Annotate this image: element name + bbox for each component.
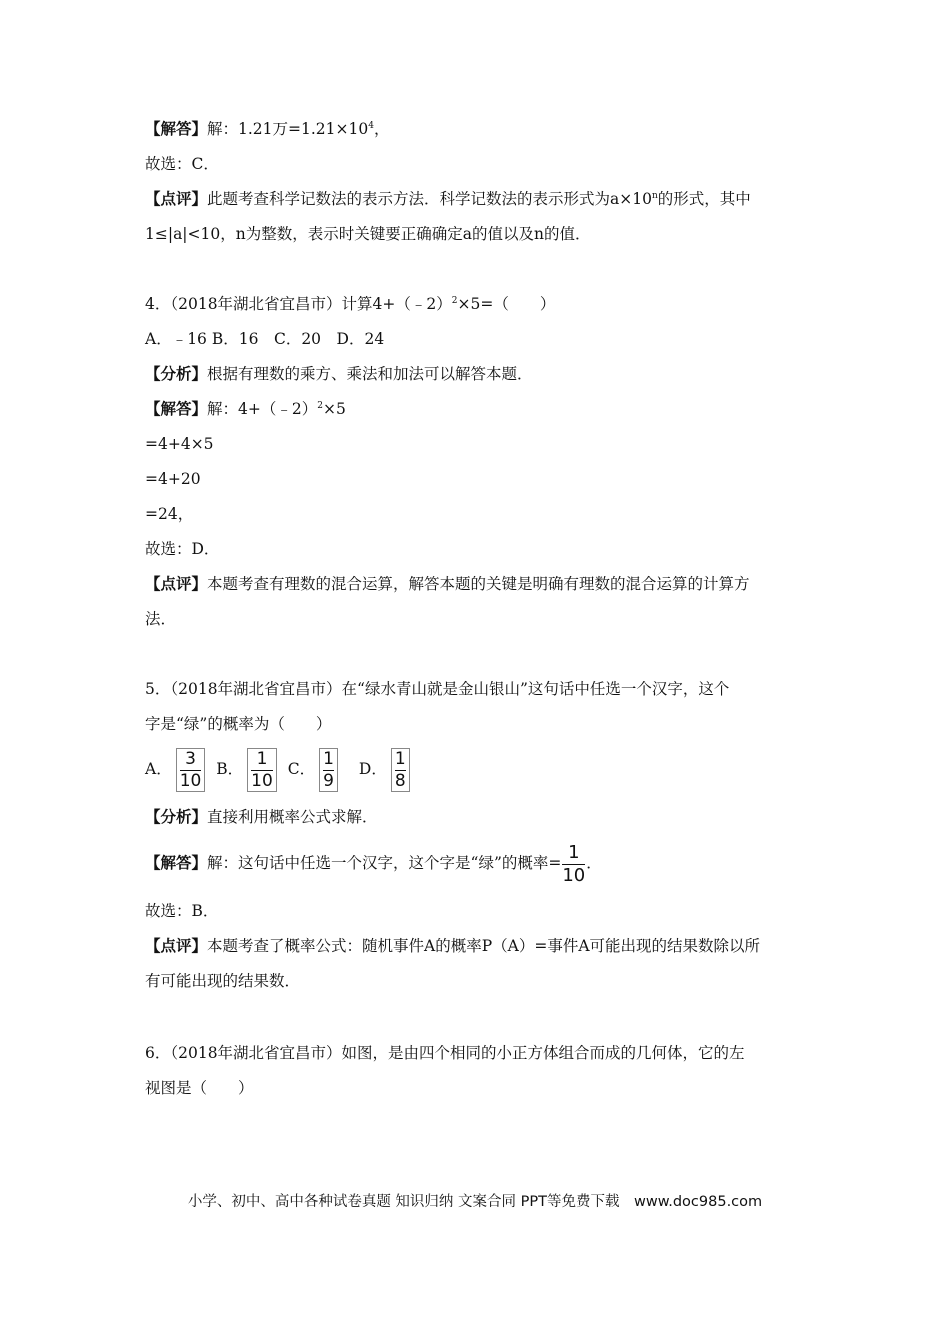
q4-step3: =24， (145, 505, 194, 523)
denominator: 10 (179, 771, 202, 791)
comment-label: 【点评】 (145, 189, 208, 208)
denominator: 9 (323, 771, 334, 791)
option-a-fraction (176, 748, 206, 792)
answer-fraction (562, 843, 585, 886)
q5-comment-line1 (145, 935, 760, 957)
comment-text-2: 的形式，其中 (657, 190, 751, 208)
stem-end: ×5=（ ） (457, 295, 556, 313)
option-c-fraction (319, 748, 338, 792)
numerator: 1 (256, 749, 268, 769)
numerator: 1 (568, 841, 580, 863)
denominator: 8 (394, 771, 406, 791)
answer-text: 解：4+（﹣2） (207, 400, 318, 418)
q5-answer (145, 840, 602, 886)
q5-analysis (145, 806, 378, 828)
q3-comment-line2: 1≤|a|<10，n为整数，表示时关键要正确确定a的值以及n的值． (145, 225, 591, 243)
q4-comment-line1 (145, 573, 750, 595)
option-d-letter: D． (358, 760, 387, 778)
q4-stem (145, 293, 555, 315)
exponent: 4 (368, 121, 374, 131)
answer-label: 【解答】 (145, 119, 208, 138)
q3-answer-line (145, 118, 390, 140)
q5-stem-line2: 字是“绿”的概率为（ ） (145, 715, 332, 733)
analysis-text: 直接利用概率公式求解． (207, 808, 378, 826)
answer-text: 解：这句话中任选一个汉字，这个字是“绿”的概率= (207, 854, 562, 872)
numerator: 1 (323, 749, 334, 769)
exponent: 2 (317, 401, 323, 411)
q4-step1: =4+4×5 (145, 435, 214, 453)
answer-label: 【解答】 (145, 853, 208, 872)
option-b-fraction (247, 748, 277, 792)
q5-stem-line1: 5．（2018年湖北省宜昌市）在“绿水青山就是金山银山”这句话中任选一个汉字，这个 (145, 680, 730, 698)
option-a-letter: A． (145, 760, 172, 778)
option-c-letter: C． (287, 760, 316, 778)
comment-label: 【点评】 (145, 574, 208, 593)
comment-text: 本题考查有理数的混合运算，解答本题的关键是明确有理数的混合运算的计算方 (207, 575, 750, 593)
exponent: n (651, 191, 658, 201)
q4-answer (145, 398, 346, 420)
q5-choice: 故选：B． (145, 902, 219, 920)
option-d-fraction (391, 748, 410, 792)
numerator: 1 (394, 749, 406, 769)
q4-choice: 故选：D． (145, 540, 220, 558)
page-footer: 小学、初中、高中各种试卷真题 知识归纳 文案合同 PPT等免费下载 www.doc985.com (187, 1194, 763, 1210)
answer-end: ， (373, 120, 390, 138)
q5-comment-line2: 有可能出现的结果数． (145, 972, 301, 990)
analysis-label: 【分析】 (145, 364, 208, 383)
denominator: 10 (251, 771, 273, 791)
q3-comment-line1 (145, 188, 751, 210)
q6-stem-line1: 6．（2018年湖北省宜昌市）如图，是由四个相同的小正方体组合而成的几何体，它的左 (145, 1044, 745, 1062)
q4-comment-line2: 法． (145, 610, 177, 628)
analysis-label: 【分析】 (145, 807, 208, 826)
q4-step2: =4+20 (145, 470, 201, 488)
q4-options: A．﹣16 B．16 C．20 D．24 (145, 330, 385, 348)
analysis-text: 根据有理数的乘方、乘法和加法可以解答本题． (207, 365, 533, 383)
q6-stem-line2: 视图是（ ） (145, 1079, 254, 1097)
exponent: 2 (451, 296, 458, 306)
denominator: 10 (562, 864, 586, 886)
stem-text: 4．（2018年湖北省宜昌市）计算4+（﹣2） (145, 295, 452, 313)
answer-text: 解：1.21万=1.21×10 (207, 120, 369, 138)
comment-label: 【点评】 (145, 936, 208, 955)
answer-label: 【解答】 (145, 399, 208, 418)
option-b-letter: B． (216, 760, 244, 778)
numerator: 3 (185, 749, 196, 769)
q4-analysis (145, 363, 533, 385)
comment-text: 本题考查了概率公式：随机事件A的概率P（A）=事件A可能出现的结果数除以所 (207, 937, 761, 955)
answer-end: ． (586, 854, 602, 872)
q5-options (145, 746, 416, 792)
comment-text: 此题考查科学记数法的表示方法．科学记数法的表示形式为a×10 (207, 190, 652, 208)
q3-choice: 故选：C． (145, 155, 219, 173)
answer-end: ×5 (322, 400, 346, 418)
